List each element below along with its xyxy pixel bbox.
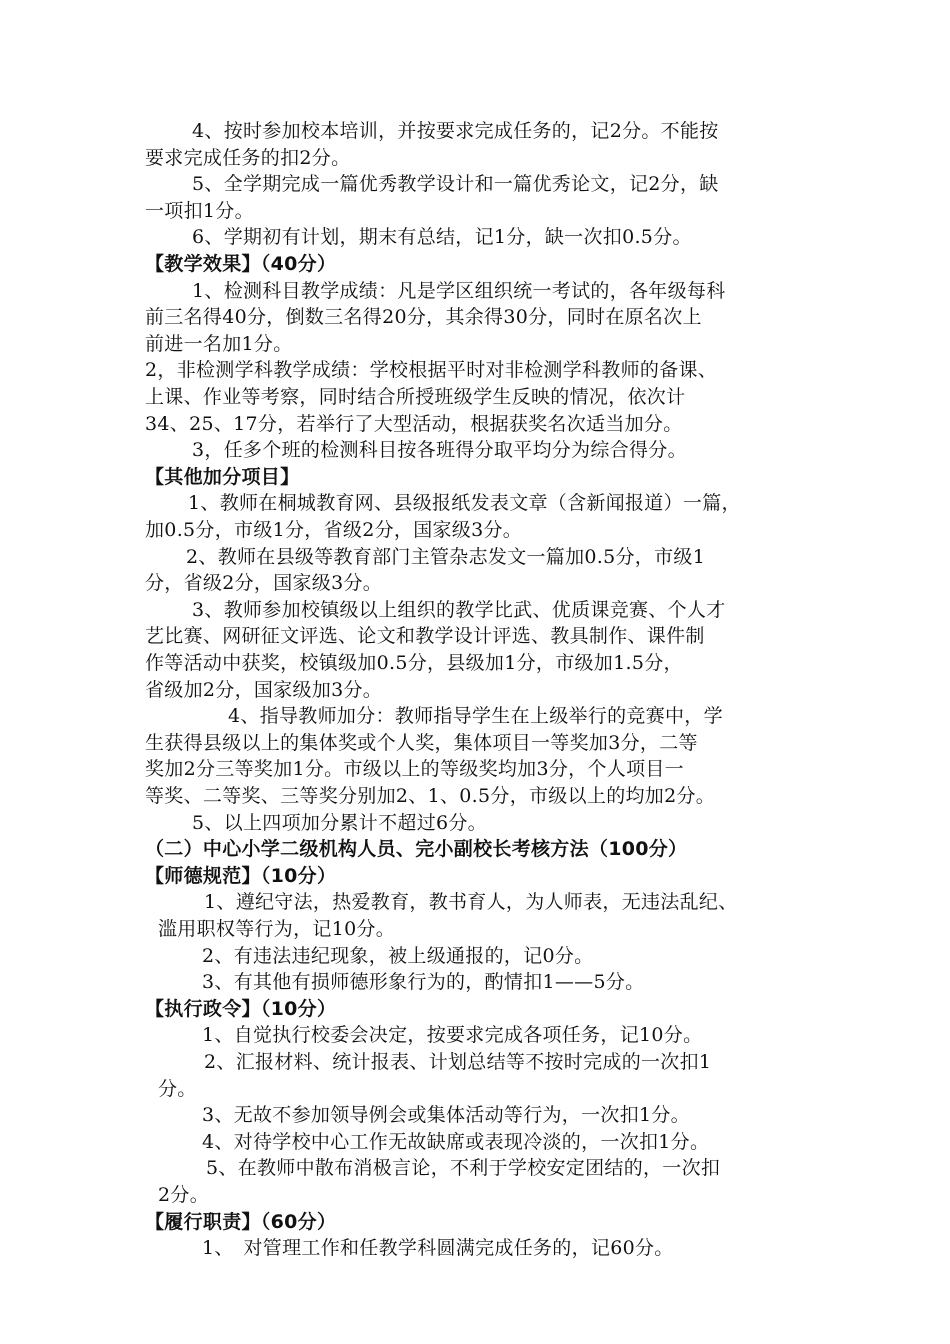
text-line: 1、自觉执行校委会决定，按要求完成各项任务，记10分。 (202, 1024, 703, 1047)
text-line: 6、学期初有计划，期末有总结，记1分，缺一次扣0.5分。 (192, 226, 692, 249)
text-line: 2、教师在县级等教育部门主管杂志发文一篇加0.5分，市级1 (186, 545, 706, 568)
text-line: 3、无故不参加领导例会或集体活动等行为，一次扣1分。 (202, 1104, 690, 1127)
text-line: 前进一名加1分。 (145, 332, 293, 355)
text-line: 5、以上四项加分累计不超过6分。 (192, 811, 487, 834)
section-heading: 【执行政令】（10分） (145, 997, 337, 1020)
text-line: 3、有其他有损师德形象行为的，酌情扣1——5分。 (202, 971, 645, 994)
text-line: 1、教师在桐城教育网、县级报纸发表文章（含新闻报道）一篇， (188, 492, 741, 515)
text-line: 2、汇报材料、统计报表、计划总结等不按时完成的一次扣1 (204, 1051, 712, 1073)
text-line: 4、对待学校中心工作无故缺席或表现冷淡的，一次扣1分。 (202, 1130, 710, 1153)
text-line: 4、按时参加校本培训，并按要求完成任务的，记2分。不能按 (192, 120, 719, 142)
text-line: 要求完成任务的扣2分。 (145, 146, 351, 169)
text-line: 分，省级2分，国家级3分。 (145, 572, 383, 595)
text-line: 2、有违法违纪现象，被上级通报的，记0分。 (202, 944, 594, 967)
text-line: 2分。 (158, 1184, 209, 1206)
text-line: 一项扣1分。 (145, 199, 254, 222)
text-line: 5、全学期完成一篇优秀教学设计和一篇优秀论文，记2分，缺 (192, 173, 719, 196)
text-line: 等奖、二等奖、三等奖分别加2、1、0.5分，市级以上的均加2分。 (145, 785, 716, 807)
section-heading: 【履行职责】（60分） (145, 1210, 337, 1233)
text-line: 作等活动中获奖，校镇级加0.5分，县级加1分，市级加1.5分， (145, 652, 683, 674)
text-line: 1、检测科目教学成绩：凡是学区组织统一考试的，各年级每科 (192, 279, 726, 302)
text-line: 3、教师参加校镇级以上组织的教学比武、优质课竞赛、个人才 (192, 598, 726, 621)
text-line: 分。 (158, 1077, 197, 1100)
text-line: 生获得县级以上的集体奖或个人奖，集体项目一等奖加3分，二等 (145, 731, 698, 754)
text-line: 3，任多个班的检测科目按各班得分取平均分为综合得分。 (192, 439, 687, 462)
text-line: 2，非检测学科教学成绩：学校根据平时对非检测学科教师的备课、 (145, 359, 718, 382)
text-line: 5、在教师中散布消极言论，不利于学校安定团结的，一次扣 (206, 1157, 721, 1180)
text-line: 1、 对管理工作和任教学科圆满完成任务的，记60分。 (202, 1237, 674, 1260)
text-line: 前三名得40分，倒数三名得20分，其余得30分，同时在原名次上 (145, 306, 702, 329)
text-line: 省级加2分，国家级加3分。 (145, 678, 383, 701)
text-line: 奖加2分三等奖加1分。市级以上的等级奖均加3分，个人项目一 (145, 758, 684, 781)
section-heading: 【其他加分项目】 (145, 465, 300, 488)
text-line: 1、遵纪守法，热爱教育，教书育人，为人师表，无违法乱纪、 (204, 891, 738, 914)
text-line: 加0.5分，市级1分，省级2分，国家级3分。 (145, 519, 523, 541)
section-heading: （二）中心小学二级机构人员、完小副校长考核方法（100分） (145, 838, 688, 861)
section-heading: 【教学效果】（40分） (145, 253, 337, 275)
text-line: 上课、作业等考察，同时结合所授班级学生反映的情况，依次计 (145, 386, 686, 408)
text-line: 艺比赛、网研征文评选、论文和教学设计评选、教具制作、课件制 (145, 625, 705, 648)
section-heading: 【师德规范】（10分） (145, 864, 337, 887)
text-line: 4、指导教师加分：教师指导学生在上级举行的竞赛中，学 (228, 705, 723, 728)
text-line: 滥用职权等行为，记10分。 (158, 918, 396, 940)
text-line: 34、25、17分，若举行了大型活动，根据获奖名次适当加分。 (145, 412, 683, 435)
